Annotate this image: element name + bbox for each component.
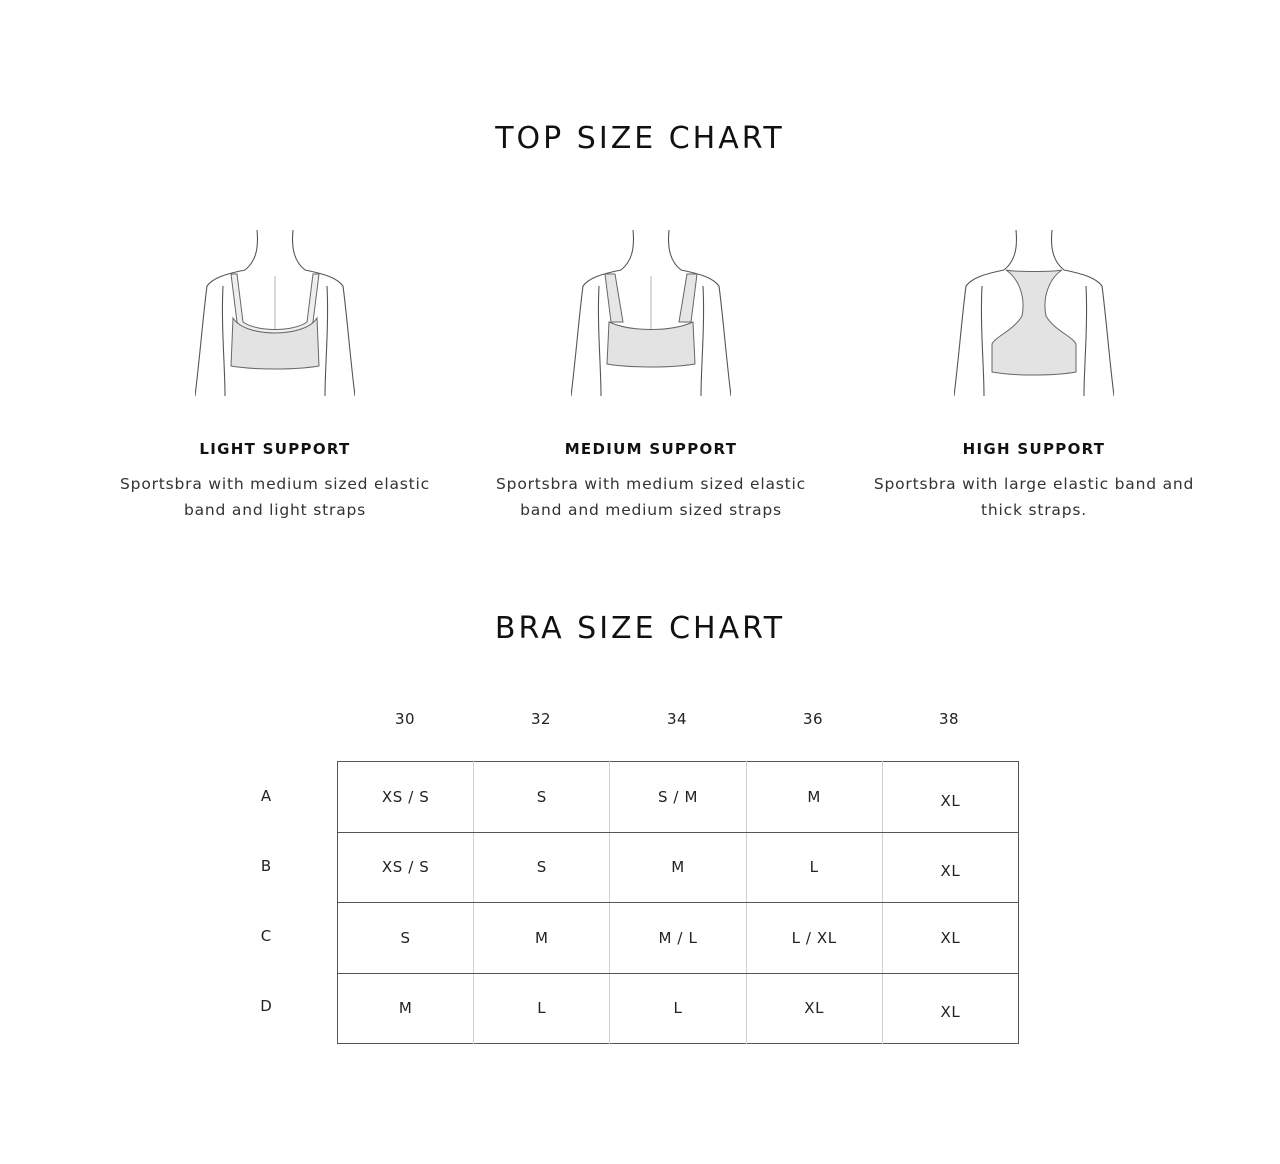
size-cell: XL bbox=[746, 973, 882, 1044]
size-cell: XL bbox=[882, 903, 1018, 974]
support-description: Sportsbra with medium sized elastic band and medium sized straps bbox=[496, 475, 806, 519]
top-size-chart-title: TOP SIZE CHART bbox=[495, 121, 785, 156]
size-cell: M / L bbox=[610, 903, 746, 974]
size-cell: M bbox=[398, 999, 413, 1018]
size-cell: S / M bbox=[610, 762, 746, 833]
size-cell: XL bbox=[882, 762, 1018, 833]
band-size-header: 34 bbox=[666, 710, 688, 728]
size-cell: XL bbox=[882, 973, 1018, 1044]
medium-support-bra-icon bbox=[571, 226, 731, 402]
bra-size-chart-title: BRA SIZE CHART bbox=[494, 611, 786, 646]
support-item-medium bbox=[486, 226, 816, 523]
band-size-header: 32 bbox=[530, 710, 552, 728]
support-heading: HIGH SUPPORT bbox=[962, 440, 1106, 458]
support-description: Sportsbra with large elastic band and thick straps. bbox=[873, 475, 1195, 519]
size-cell: M bbox=[474, 903, 610, 974]
support-heading: LIGHT SUPPORT bbox=[199, 440, 351, 458]
cup-size-label: D bbox=[260, 997, 272, 1015]
support-item-light bbox=[110, 226, 440, 523]
support-description: Sportsbra with medium sized elastic band and light straps bbox=[120, 475, 430, 519]
size-cell: S bbox=[338, 903, 474, 974]
table-row bbox=[338, 832, 1019, 903]
band-size-header: 36 bbox=[802, 710, 824, 728]
support-item-high bbox=[869, 226, 1199, 523]
band-size-header: 38 bbox=[938, 710, 960, 728]
size-cell: XL bbox=[882, 832, 1018, 903]
band-size-header: 30 bbox=[394, 710, 416, 728]
table-row bbox=[338, 973, 1019, 1044]
size-cell: L bbox=[610, 973, 746, 1044]
table-row bbox=[338, 762, 1019, 833]
size-cell: XS / S bbox=[338, 762, 474, 833]
cup-size-label: A bbox=[260, 787, 272, 805]
support-heading: MEDIUM SUPPORT bbox=[564, 440, 738, 458]
size-cell: XS / S bbox=[338, 832, 474, 903]
size-cell: M bbox=[610, 832, 746, 903]
size-cell: L / XL bbox=[746, 903, 882, 974]
bra-size-table bbox=[337, 761, 1019, 1044]
cup-size-label: C bbox=[260, 927, 272, 945]
size-cell: S bbox=[474, 832, 610, 903]
size-cell: L bbox=[746, 832, 882, 903]
size-cell: L bbox=[474, 973, 610, 1044]
table-row bbox=[338, 903, 1019, 974]
high-support-bra-icon bbox=[954, 226, 1114, 402]
light-support-bra-icon bbox=[195, 226, 355, 402]
cup-size-label: B bbox=[260, 857, 272, 875]
size-cell: S bbox=[474, 762, 610, 833]
size-cell: M bbox=[746, 762, 882, 833]
